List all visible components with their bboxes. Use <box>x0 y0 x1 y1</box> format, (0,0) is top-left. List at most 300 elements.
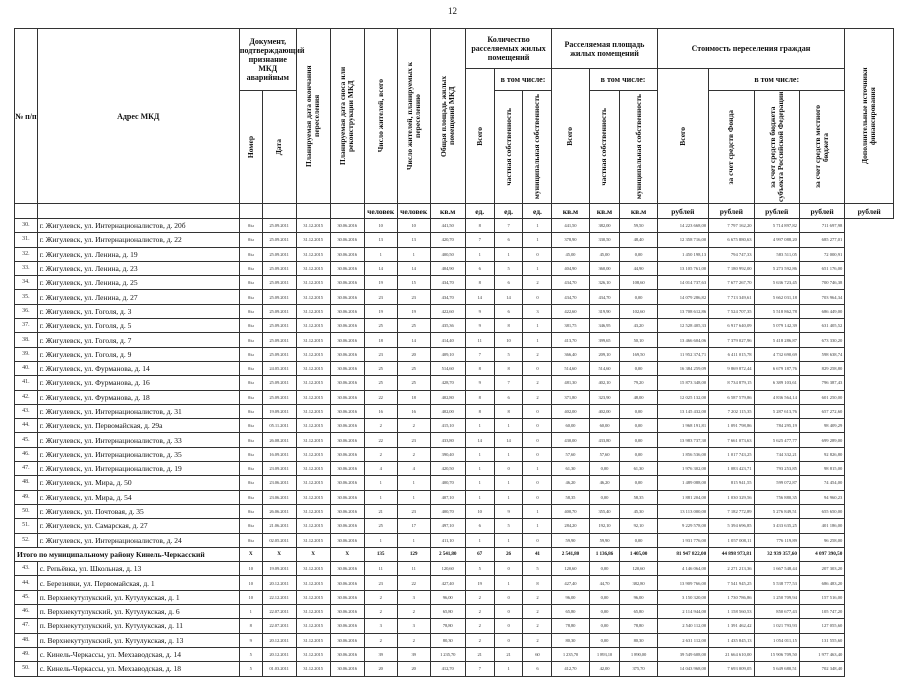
row-address: г. Жигулевск, ул. Ленина, д. 25 <box>37 276 239 290</box>
cell-priv: 5 <box>494 347 523 361</box>
unit-cell: кв.м <box>552 204 589 219</box>
cell-sqt: 366,40 <box>552 347 589 361</box>
cell-dem: 30.06.2016 <box>330 562 364 576</box>
cell-cl: 686 483,20 <box>799 576 844 590</box>
cell-ct: 3 150 320,00 <box>657 590 709 604</box>
cell-cf: 794 747,33 <box>709 247 754 261</box>
cell-cs: 3 433 635,25 <box>754 519 799 533</box>
cell-pres: 19 <box>397 304 430 318</box>
cell-tot: 19 <box>465 576 494 590</box>
cell-sqp: 59,90 <box>589 533 620 547</box>
row-number: 30. <box>15 219 38 233</box>
table-body <box>15 219 894 677</box>
table-row <box>15 333 894 347</box>
row-number: 45. <box>15 590 38 604</box>
cell-dem: 30.06.2016 <box>330 576 364 590</box>
cell-cl: 98 815,00 <box>799 462 844 476</box>
cell-sqp: 0,00 <box>589 619 620 633</box>
cell-dem: 30.06.2016 <box>330 447 364 461</box>
cell-cf: 1 091 798,86 <box>709 419 754 433</box>
cell-date: 25.09.2011 <box>262 290 296 304</box>
cell-res: 2 <box>364 447 397 461</box>
cell-sqm: 120,60 <box>620 562 657 576</box>
cell-end: 31.12.2015 <box>296 662 330 676</box>
cell-date: 22.07.2011 <box>262 619 296 633</box>
cell-area: 435,36 <box>430 319 465 333</box>
cell-sqm: 108,60 <box>620 276 657 290</box>
cell-end: 31.12.2015 <box>296 590 330 604</box>
cell-tot: 14 <box>465 433 494 447</box>
cell-cs: 5 538 777,53 <box>754 576 799 590</box>
cell-date: 24.05.2011 <box>262 361 296 375</box>
unit-cell: ед. <box>494 204 523 219</box>
cell-cl: 74 454,00 <box>799 476 844 490</box>
row-number: 37. <box>15 319 38 333</box>
header-address: Адрес МКД <box>37 29 239 204</box>
row-address: г. Жигулевск, ул. Самарская, д. 27 <box>37 519 239 533</box>
cell-sqm: 43,20 <box>620 319 657 333</box>
cell-pres: 25 <box>397 319 430 333</box>
cell-area: 415,10 <box>430 419 465 433</box>
cell-res: 22 <box>364 390 397 404</box>
cell-end: 31.12.2015 <box>296 619 330 633</box>
cell-sqp: 0,00 <box>589 633 620 647</box>
cell-date: 23.06.2011 <box>262 490 296 504</box>
cell-tot: 1 <box>465 447 494 461</box>
cell-area: 428,70 <box>430 376 465 390</box>
cell-mun: 2 <box>523 376 552 390</box>
cell-res: 2 <box>364 590 397 604</box>
cell-priv: 6 <box>494 304 523 318</box>
cell-sqp: 45,00 <box>589 247 620 261</box>
cell-sqp: 1 136,86 <box>589 547 620 561</box>
cell-priv: 5 <box>494 261 523 275</box>
cell-pres: 25 <box>397 376 430 390</box>
cell-end: 31.12.2015 <box>296 276 330 290</box>
cell-ct: 1 489 088,00 <box>657 476 709 490</box>
cell-res: 135 <box>364 547 397 561</box>
cell-ct: 39 549 608,00 <box>657 647 709 661</box>
cell-pres: 23 <box>397 433 430 447</box>
row-number: 43. <box>15 562 38 576</box>
cell-mun: 0 <box>523 419 552 433</box>
cell-cs: 4 732 690,69 <box>754 347 799 361</box>
cell-area: 400,70 <box>430 476 465 490</box>
total-row <box>15 547 894 561</box>
table-row <box>15 662 894 676</box>
page-number: 12 <box>448 6 457 16</box>
cell-sqm: 44,90 <box>620 261 657 275</box>
header-area-municipal: муниципальная собственность <box>620 91 657 204</box>
cell-doc: X <box>239 547 262 561</box>
unit-cell: человек <box>364 204 397 219</box>
cell-cf: 1 017 743,25 <box>709 447 754 461</box>
cell-date: 25.09.2011 <box>262 276 296 290</box>
cell-date: 19.09.2011 <box>262 562 296 576</box>
header-residents: Число жителей, всего <box>364 29 397 204</box>
cell-pres: 2 <box>397 633 430 647</box>
cell-sqm: 0,00 <box>620 404 657 418</box>
cell-dem: 30.06.2016 <box>330 433 364 447</box>
cell-dem: 30.06.2016 <box>330 276 364 290</box>
row-address: г. Жигулевск, ул. Интернационалистов, д. 20б <box>37 219 239 233</box>
table-row <box>15 319 894 333</box>
cell-mun: 0 <box>523 404 552 418</box>
cell-sqt: 378,90 <box>552 233 589 247</box>
cell-tot: 6 <box>465 519 494 533</box>
cell-date: 19.09.2011 <box>262 404 296 418</box>
cell-res: 19 <box>364 304 397 318</box>
cell-cf: 1 030 329,56 <box>709 490 754 504</box>
unit-cell: рублей <box>754 204 799 219</box>
cell-cf: 1 083 423,71 <box>709 462 754 476</box>
row-address: г. Жигулевск, ул. Фурманова, д. 18 <box>37 390 239 404</box>
table-row <box>15 504 894 518</box>
header-cost-fund: за счет средств Фонда <box>709 91 754 204</box>
cell-end: 31.12.2015 <box>296 562 330 576</box>
cell-sqm: 96,00 <box>620 590 657 604</box>
cell-pres: 20 <box>397 662 430 676</box>
cell-date: 21.06.2011 <box>262 519 296 533</box>
row-address: п. Верхнекутулукский, ул. Кутулукская, д. 1 <box>37 590 239 604</box>
cell-sqp: 0,00 <box>589 562 620 576</box>
cell-priv: 6 <box>494 276 523 290</box>
cell-dem: 30.06.2016 <box>330 504 364 518</box>
cell-doc: 0/н <box>239 490 262 504</box>
cell-date: 25.09.2011 <box>262 390 296 404</box>
cell-area: 514,60 <box>430 361 465 375</box>
table-row <box>15 276 894 290</box>
cell-cl: 685 277,01 <box>799 233 844 247</box>
cell-doc: 10 <box>239 562 262 576</box>
cell-cf: 44 898 973,81 <box>709 547 754 561</box>
cell-cs: 5 662 031,18 <box>754 290 799 304</box>
row-number: 39. <box>15 347 38 361</box>
cell-ct: 2 631 112,00 <box>657 633 709 647</box>
cell-date: 25.09.2011 <box>262 304 296 318</box>
cell-cl: 829 258,80 <box>799 361 844 375</box>
cell-pres: 39 <box>397 647 430 661</box>
cell-priv: 0 <box>494 619 523 633</box>
cell-priv: 26 <box>494 547 523 561</box>
cell-cl: 98 409,29 <box>799 419 844 433</box>
cell-doc: 5 <box>239 662 262 676</box>
cell-area: 2 541,80 <box>430 547 465 561</box>
header-doc-number: Номер <box>239 91 262 204</box>
cell-priv: 1 <box>494 247 523 261</box>
cell-date: 02.05.2011 <box>262 533 296 547</box>
cell-pres: 1 <box>397 476 430 490</box>
cell-date: 05.11.2011 <box>262 419 296 433</box>
cell-dem: 30.06.2016 <box>330 476 364 490</box>
cell-dem: 30.06.2016 <box>330 361 364 375</box>
cell-res: 4 <box>364 462 397 476</box>
cell-sqt: 57,60 <box>552 447 589 461</box>
cell-cf: 7 693 009,05 <box>709 662 754 676</box>
cell-cl: 96 258,00 <box>799 533 844 547</box>
row-number: 34. <box>15 276 38 290</box>
cell-doc: 10 <box>239 576 262 590</box>
cell-end: 31.12.2015 <box>296 533 330 547</box>
cell-sqt: 404,90 <box>552 261 589 275</box>
cell-priv: 5 <box>494 519 523 533</box>
cell-ct: 1 856 536,00 <box>657 447 709 461</box>
cell-sqt: 120,60 <box>552 562 589 576</box>
row-address: г. Жигулевск, ул. Интернационалистов, д. 33 <box>37 433 239 447</box>
cell-cf: 6 587 579,86 <box>709 390 754 404</box>
cell-sqt: 422,60 <box>552 304 589 318</box>
cell-cf: 8 734 879,15 <box>709 376 754 390</box>
cell-priv: 7 <box>494 219 523 233</box>
table-row <box>15 490 894 504</box>
cell-date: 23.09.2011 <box>262 462 296 476</box>
cell-end: 31.12.2015 <box>296 504 330 518</box>
row-number: 51. <box>15 519 38 533</box>
cell-cs: 5 287 613,76 <box>754 404 799 418</box>
cell-end: 31.12.2015 <box>296 290 330 304</box>
cell-pres: 13 <box>397 233 430 247</box>
cell-cs: 32 939 357,60 <box>754 547 799 561</box>
cell-doc: 0/н <box>239 504 262 518</box>
row-number: 45. <box>15 433 38 447</box>
cell-cf: 1 730 786,86 <box>709 590 754 604</box>
cell-ct: 13 145 432,00 <box>657 404 709 418</box>
unit-cell: кв.м <box>620 204 657 219</box>
cell-area: 78,80 <box>430 619 465 633</box>
cell-cf: 7 182 772,89 <box>709 504 754 518</box>
cell-sqt: 434,70 <box>552 276 589 290</box>
cell-cs: 6 389 103,61 <box>754 376 799 390</box>
table-row <box>15 247 894 261</box>
cell-pres: 10 <box>397 219 430 233</box>
cell-cl: 105 747,20 <box>799 605 844 619</box>
cell-area: 411,10 <box>430 533 465 547</box>
cell-end: 31.12.2015 <box>296 633 330 647</box>
cell-cs: 5 625 477,77 <box>754 433 799 447</box>
cell-dem: 30.06.2016 <box>330 590 364 604</box>
cell-cf: 7 541 945,25 <box>709 576 754 590</box>
cell-pres: 4 <box>397 462 430 476</box>
cell-area: 407,10 <box>430 490 465 504</box>
table-row <box>15 605 894 619</box>
cell-cs: 5 714 897,82 <box>754 219 799 233</box>
cell-mun: 1 <box>523 261 552 275</box>
cell-cf: 7 677 267,70 <box>709 276 754 290</box>
cell-res: 11 <box>364 562 397 576</box>
header-cost-total: Всего <box>657 69 709 204</box>
cell-tot: 9 <box>465 376 494 390</box>
unit-cell: рублей <box>845 204 894 219</box>
cell-ct: 1 931 776,00 <box>657 533 709 547</box>
table-row <box>15 462 894 476</box>
cell-date: 25.09.2011 <box>262 247 296 261</box>
table-row <box>15 304 894 318</box>
cell-ct: 13 466 604,06 <box>657 333 709 347</box>
cell-sqm: 0,00 <box>620 533 657 547</box>
cell-cs: 4 997 088,20 <box>754 233 799 247</box>
cell-priv: 14 <box>494 433 523 447</box>
table-row <box>15 404 894 418</box>
row-number: 48. <box>15 633 38 647</box>
cell-priv: 1 <box>494 447 523 461</box>
cell-sqp: 209,10 <box>589 347 620 361</box>
cell-area: 390,40 <box>430 447 465 461</box>
cell-ct: 1 881 204,00 <box>657 490 709 504</box>
cell-res: 22 <box>364 433 397 447</box>
cell-date: 25.09.2011 <box>262 261 296 275</box>
table-row <box>15 390 894 404</box>
header-cost-incl: в том числе: <box>709 69 845 91</box>
row-address: г. Жигулевск, ул. Гоголя, д. 3 <box>37 304 239 318</box>
row-address: г. Жигулевск, ул. Интернационалистов, д. 22 <box>37 233 239 247</box>
table-row <box>15 347 894 361</box>
header-num: № п/п <box>15 29 38 204</box>
cell-doc: 1 <box>239 605 262 619</box>
cell-sqt: 427,40 <box>552 576 589 590</box>
cell-mun: 8 <box>523 576 552 590</box>
cell-area: 404,90 <box>430 261 465 275</box>
cell-mun: 1 <box>523 219 552 233</box>
row-address: с. Кинель-Черкассы, ул. Мехзаводская, д. 14 <box>37 647 239 661</box>
cell-tot: 21 <box>465 647 494 661</box>
unit-cell: человек <box>397 204 430 219</box>
row-number: 47. <box>15 462 38 476</box>
cell-area: 96,00 <box>430 590 465 604</box>
cell-sqt: 481,30 <box>552 376 589 390</box>
cell-sqt: 441,50 <box>552 219 589 233</box>
cell-ct: 1 968 191,81 <box>657 419 709 433</box>
row-address: г. Жигулевск, ул. Интернационалистов, д. 19 <box>37 462 239 476</box>
cell-cf: 6 917 640,09 <box>709 319 754 333</box>
unit-cell: кв.м <box>430 204 465 219</box>
cell-mun: 3 <box>523 304 552 318</box>
cell-cs: 850 677,43 <box>754 605 799 619</box>
cell-res: 1 <box>364 476 397 490</box>
cell-cl: 703 964,34 <box>799 290 844 304</box>
cell-pres: 2 <box>397 419 430 433</box>
cell-sqp: 57,60 <box>589 447 620 461</box>
row-number: 42. <box>15 390 38 404</box>
cell-cs: 599 072,87 <box>754 476 799 490</box>
header-additional: Дополнительные источники финансирования <box>845 29 894 204</box>
cell-doc: 10 <box>239 590 262 604</box>
table-row <box>15 419 894 433</box>
cell-area: 120,60 <box>430 562 465 576</box>
cell-dem: 30.06.2016 <box>330 376 364 390</box>
cell-sqt: 434,70 <box>552 290 589 304</box>
cell-mun: 2 <box>523 276 552 290</box>
cell-priv: 10 <box>494 333 523 347</box>
cell-cs: 744 332,21 <box>754 447 799 461</box>
cell-dem: 30.06.2016 <box>330 219 364 233</box>
cell-sqt: 78,80 <box>552 619 589 633</box>
cell-cf: 1 057 008,11 <box>709 533 754 547</box>
cell-ct: 12 358 716,00 <box>657 233 709 247</box>
cell-cl: 127 055,60 <box>799 619 844 633</box>
cell-cs: 583 511,05 <box>754 247 799 261</box>
cell-sqp: 323,90 <box>589 390 620 404</box>
cell-cs: 15 906 709,50 <box>754 647 799 661</box>
cell-sqt: 402,00 <box>552 404 589 418</box>
cell-sqm: 0,00 <box>620 447 657 461</box>
cell-sqm: 78,80 <box>620 619 657 633</box>
cell-tot: 9 <box>465 319 494 333</box>
cell-sqm: 0,00 <box>620 419 657 433</box>
cell-area: 427,40 <box>430 576 465 590</box>
cell-ct: 1 450 198,13 <box>657 247 709 261</box>
row-address: с. Кинель-Черкассы, ул. Мехзаводская, д. 18 <box>37 662 239 676</box>
cell-date: 25.09.2011 <box>262 333 296 347</box>
unit-cell <box>262 204 296 219</box>
cell-sqp: 355,40 <box>589 504 620 518</box>
cell-tot: 8 <box>465 219 494 233</box>
cell-tot: 2 <box>465 605 494 619</box>
cell-res: 2 <box>364 419 397 433</box>
header-planned-residents: Число жителей, планируемых к переселению <box>397 29 430 204</box>
cell-ct: 12 528 405,33 <box>657 319 709 333</box>
row-number: 46. <box>15 447 38 461</box>
cell-ct: 2 114 944,00 <box>657 605 709 619</box>
cell-dem: 30.06.2016 <box>330 290 364 304</box>
cell-mun: 2 <box>523 619 552 633</box>
cell-ct: 13 113 000,00 <box>657 504 709 518</box>
cell-dem: 30.06.2016 <box>330 304 364 318</box>
cell-doc: 0/н <box>239 276 262 290</box>
cell-cf: 1 391 462,42 <box>709 619 754 633</box>
row-number: 32. <box>15 247 38 261</box>
cell-mun: 1 <box>523 333 552 347</box>
cell-sqt: 60,00 <box>552 419 589 433</box>
cell-area: 1 235,70 <box>430 647 465 661</box>
header-cost-subject: за счет средств бюджета субъекта Российской Федерации <box>754 91 799 204</box>
cell-res: 19 <box>364 276 397 290</box>
cell-cl: 686 449,00 <box>799 304 844 318</box>
row-address: п. Верхнекутулукский, ул. Кутулукская, д. 11 <box>37 619 239 633</box>
cell-mun: 41 <box>523 547 552 561</box>
cell-cs: 5 518 862,78 <box>754 304 799 318</box>
cell-ct: 14 223 668,00 <box>657 219 709 233</box>
cell-cs: 784 295,19 <box>754 419 799 433</box>
row-number: 44. <box>15 576 38 590</box>
cell-res: 39 <box>364 647 397 661</box>
cell-end: 31.12.2015 <box>296 347 330 361</box>
cell-sqp: 399,65 <box>589 333 620 347</box>
cell-cs: 756 880,35 <box>754 490 799 504</box>
row-number: 40. <box>15 361 38 375</box>
cell-pres: 22 <box>397 576 430 590</box>
cell-date: 20.12.2011 <box>262 576 296 590</box>
cell-end: 31.12.2015 <box>296 433 330 447</box>
cell-end: 31.12.2015 <box>296 233 330 247</box>
cell-ct: 9 229 578,00 <box>657 519 709 533</box>
row-number: 50. <box>15 662 38 676</box>
cell-cf: 815 941,55 <box>709 476 754 490</box>
unit-cell <box>37 204 239 219</box>
cell-pres: 14 <box>397 261 430 275</box>
cell-dem: 30.06.2016 <box>330 490 364 504</box>
cell-priv: 21 <box>494 647 523 661</box>
header-document: Документ, подтверждающий признание МКД аварийным <box>239 29 296 91</box>
cell-mun: 2 <box>523 605 552 619</box>
cell-cf: 7 713 349,61 <box>709 290 754 304</box>
row-address: г. Жигулевск, ул. Почтовая, д. 35 <box>37 504 239 518</box>
cell-area: 433,80 <box>430 433 465 447</box>
cell-mun: 0 <box>523 290 552 304</box>
cell-date: 22.12.2011 <box>262 590 296 604</box>
cell-priv: 1 <box>494 490 523 504</box>
cell-dem: 30.06.2016 <box>330 533 364 547</box>
cell-area: 402,80 <box>430 390 465 404</box>
